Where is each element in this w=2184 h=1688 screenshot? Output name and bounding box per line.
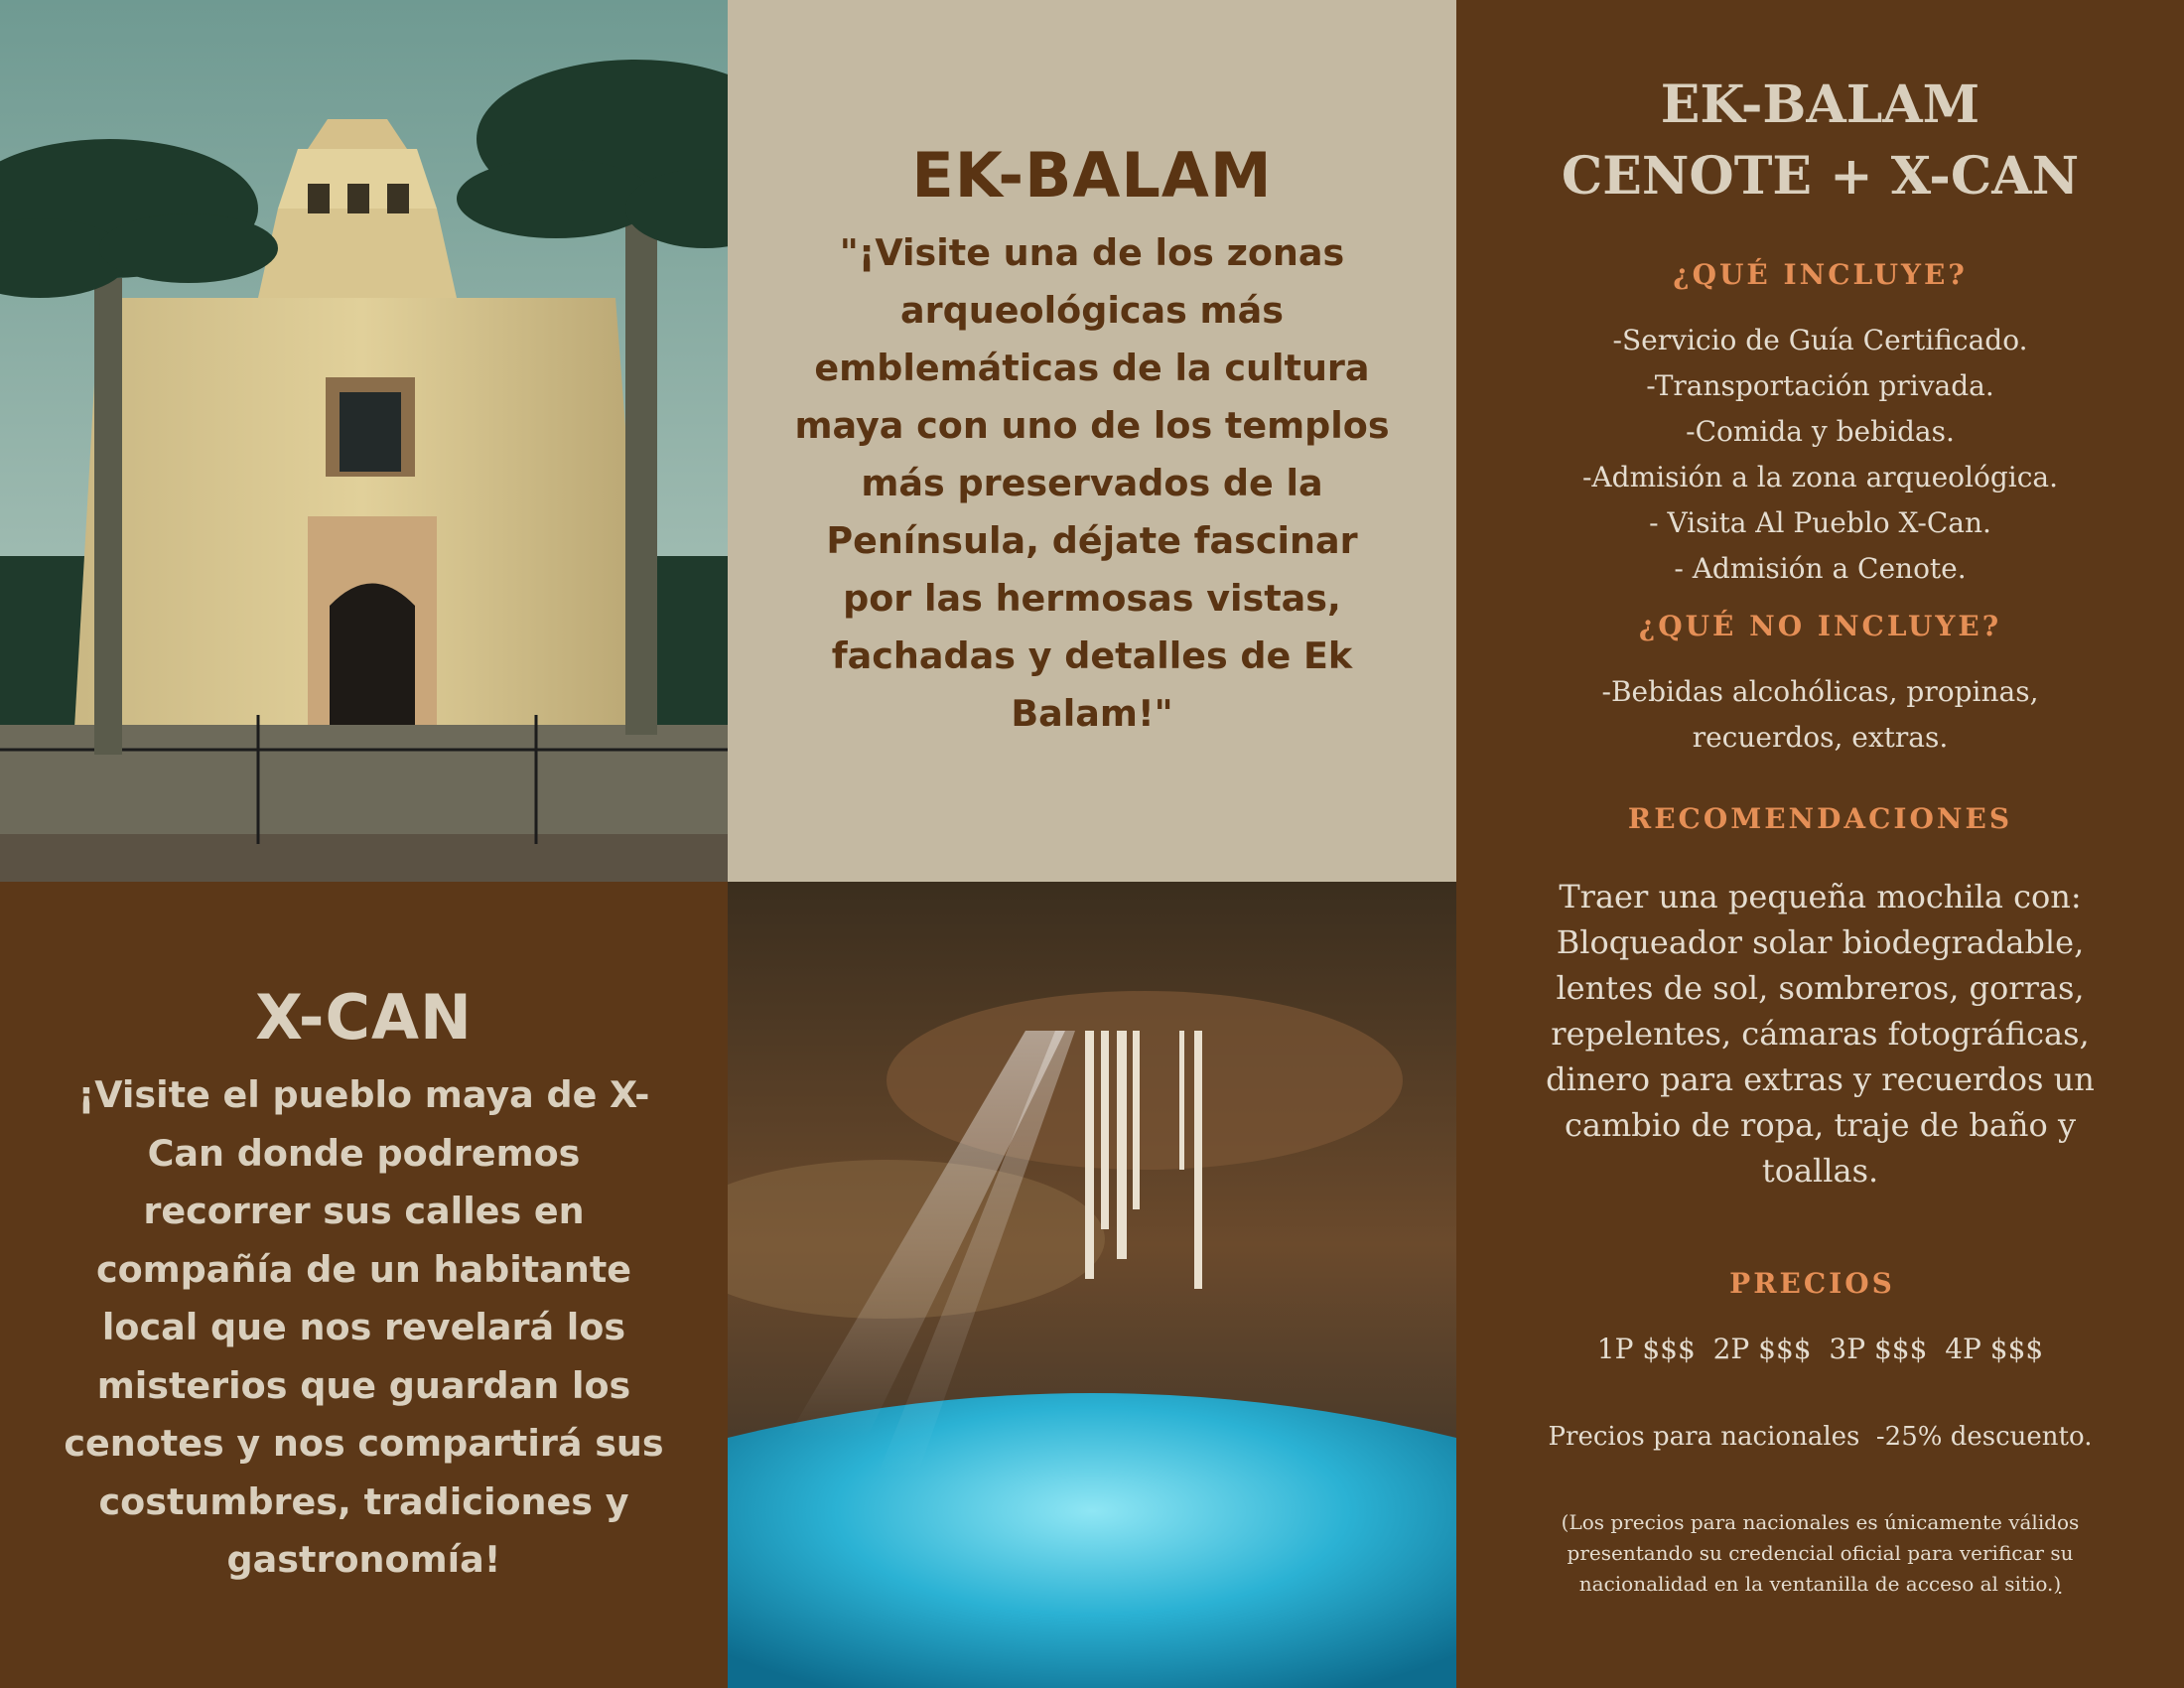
excludes-heading: ¿QUÉ NO INCLUYE? xyxy=(1638,610,2002,642)
fine-print-line: (Los precios para nacionales es únicamente válidos xyxy=(1561,1510,2080,1534)
tour-title-line2: CENOTE + X-CAN xyxy=(1561,146,2080,207)
recommendation-line: lentes de sol, sombreros, gorras, xyxy=(1556,969,2085,1007)
ekbalam-description: "¡Visite una de los zonas arqueológicas más emblemáticas de la cultura maya con uno de los templos más preservados de la Península, déjate fascinar por las hermosas vistas, fachadas y detalles de Ek Balam!" xyxy=(794,231,1390,735)
church-photo xyxy=(0,0,728,882)
tour-title-line1: EK-BALAM xyxy=(1660,74,1980,135)
ekbalam-panel xyxy=(728,0,1456,882)
recommendation-line: Traer una pequeña mochila con: xyxy=(1559,878,2082,915)
cenote-photo xyxy=(728,882,1456,1688)
recommendations-heading: RECOMENDACIONES xyxy=(1627,802,2013,835)
fine-print-line: presentando su credencial oficial para verificar su xyxy=(1567,1541,2074,1565)
nationals-discount-note: Precios para nacionales -25% descuento. xyxy=(1548,1422,2093,1452)
ekbalam-title: EK-BALAM xyxy=(911,139,1273,211)
includes-item: -Comida y bebidas. xyxy=(1686,415,1955,448)
prices-list: 1P $$$ 2P $$$ 3P $$$ 4P $$$ xyxy=(1596,1333,2044,1365)
includes-item: -Admisión a la zona arqueológica. xyxy=(1581,461,2059,493)
includes-item: - Visita Al Pueblo X-Can. xyxy=(1649,506,1991,539)
recommendation-line: repelentes, cámaras fotográficas, xyxy=(1551,1015,2090,1053)
recommendations-text xyxy=(1476,874,2164,1194)
xcan-panel xyxy=(0,882,728,1688)
xcan-description: ¡Visite el pueblo maya de X-Can donde podremos recorrer sus calles en compañía de un habitante local que nos revelará los misterios que guardan los cenotes y nos compartirá sus costumbres, tradiciones y gastronomía! xyxy=(64,1073,664,1581)
fine-print-line: nacionalidad en la ventanilla de acceso al sitio. xyxy=(1578,1572,2054,1596)
fine-print-close-paren: ) xyxy=(2053,1572,2062,1596)
prices-heading: PRECIOS xyxy=(1729,1267,1895,1300)
recommendation-line: dinero para extras y recuerdos un xyxy=(1546,1060,2095,1098)
includes-item: -Servicio de Guía Certificado. xyxy=(1612,324,2028,356)
includes-list xyxy=(1496,318,2144,592)
excludes-line: recuerdos, extras. xyxy=(1692,721,1949,754)
includes-item: -Transportación privada. xyxy=(1646,369,1994,402)
recommendation-line: toallas. xyxy=(1761,1152,1879,1190)
excludes-line: -Bebidas alcohólicas, propinas, xyxy=(1601,675,2039,708)
cenote-illustration xyxy=(728,882,1456,1688)
xcan-title: X-CAN xyxy=(255,981,473,1054)
church-illustration xyxy=(0,0,728,882)
recommendation-line: Bloqueador solar biodegradable, xyxy=(1556,923,2085,961)
includes-heading: ¿QUÉ INCLUYE? xyxy=(1673,258,1968,291)
fine-print xyxy=(1516,1507,2124,1600)
includes-item: - Admisión a Cenote. xyxy=(1674,552,1967,585)
tour-details-panel xyxy=(1456,0,2184,1688)
excludes-list xyxy=(1496,669,2144,761)
recommendation-line: cambio de ropa, traje de baño y xyxy=(1564,1106,2077,1144)
